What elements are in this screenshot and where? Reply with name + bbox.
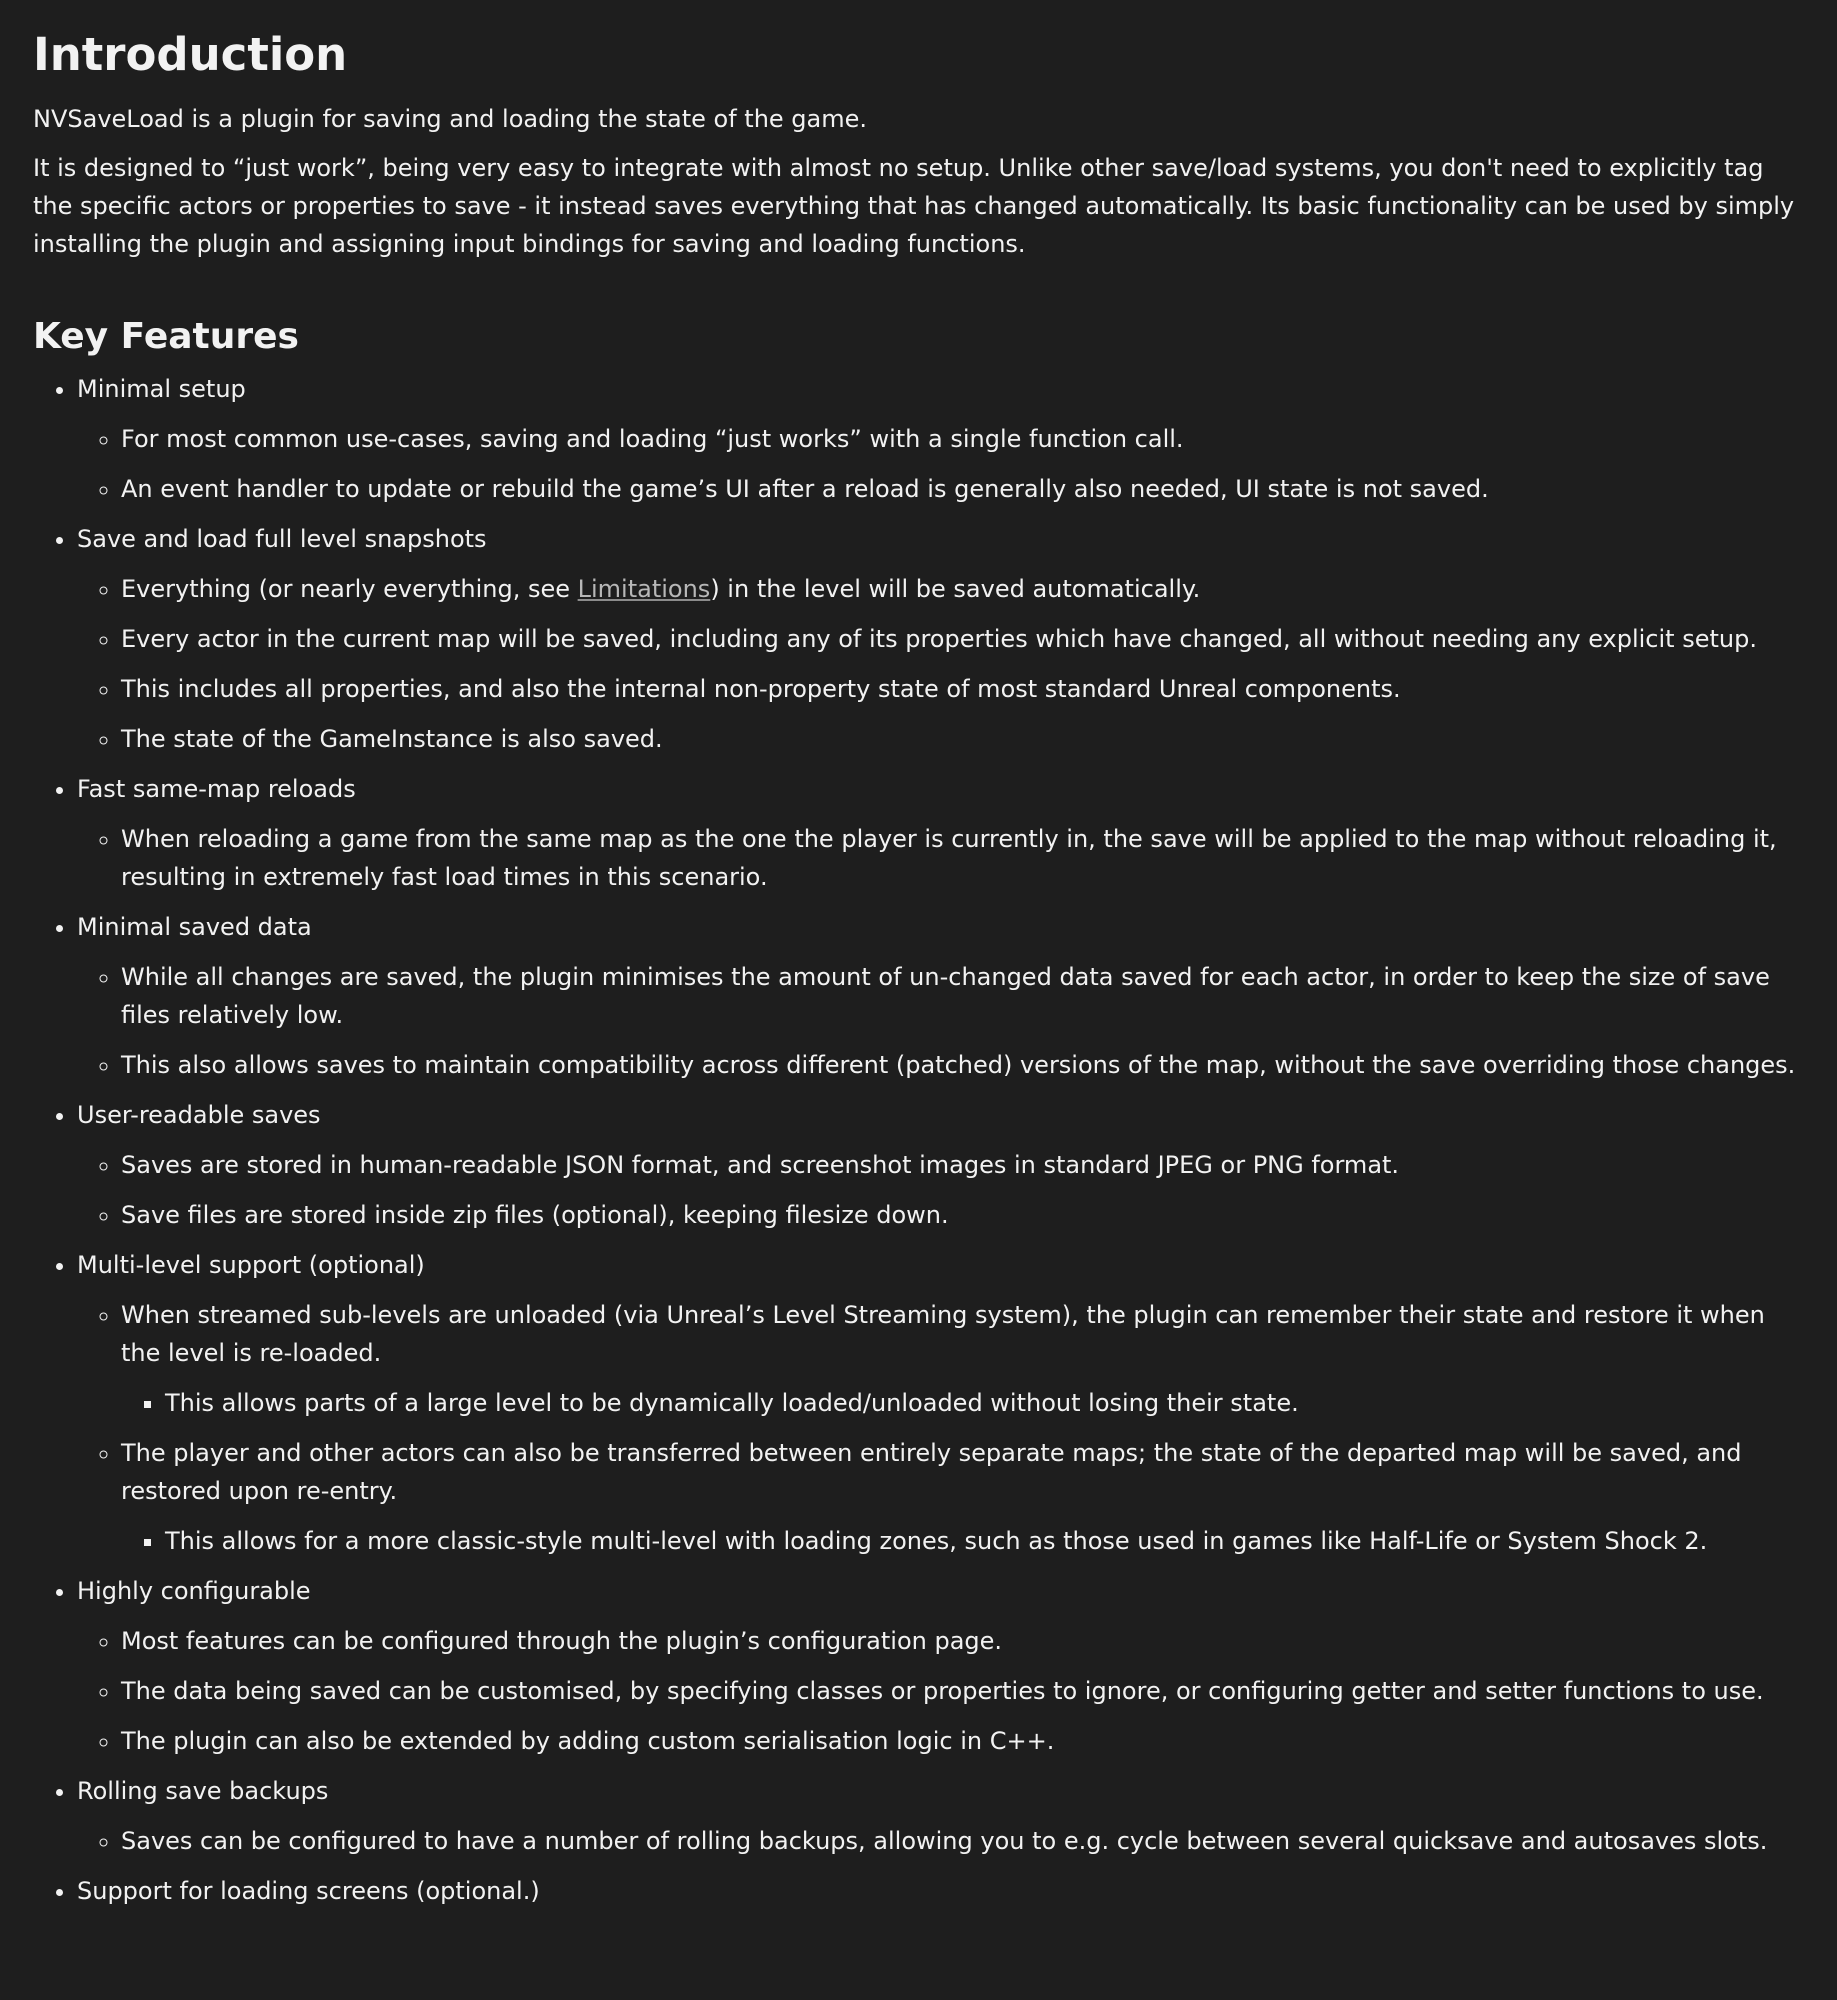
sub-item: ◦ Save files are stored inside zip files (optional), keeping filesize down.: [121, 1196, 1804, 1234]
sub-item-text-after: ) in the level will be saved automatically.: [710, 575, 1201, 604]
feature-label: Highly configurable: [77, 1577, 311, 1606]
sub-list: [77, 420, 1804, 508]
sub-sub-item: ▪ This allows parts of a large level to be dynamically loaded/unloaded without losing their state.: [165, 1384, 1804, 1422]
sub-item: ◦ Saves are stored in human-readable JSON format, and screenshot images in standard JPEG or PNG format.: [121, 1146, 1804, 1184]
sub-list: [77, 820, 1804, 896]
feature-rolling-backups: [77, 1772, 1804, 1860]
feature-minimal-data: [77, 908, 1804, 1084]
features-list: [33, 370, 1804, 1910]
sub-list: [77, 1622, 1804, 1760]
feature-label: Fast same-map reloads: [77, 775, 356, 804]
sub-item: ◦ Every actor in the current map will be saved, including any of its properties which have changed, all without needing any explicit setup.: [121, 620, 1804, 658]
sub-item: ◦ This includes all properties, and also the internal non-property state of most standard Unreal components.: [121, 670, 1804, 708]
feature-multi-level: [77, 1246, 1804, 1560]
sub-item: ◦ The data being saved can be customised, by specifying classes or properties to ignore, or configuring getter and setter functions to use.: [121, 1672, 1804, 1710]
features-heading: Key Features: [33, 316, 299, 357]
sub-item: ◦ This also allows saves to maintain compatibility across different (patched) versions of the map, without the save overriding those changes.: [121, 1046, 1804, 1084]
sub-sub-item: ▪ This allows for a more classic-style multi-level with loading zones, such as those used in games like Half-Life or System Shock 2.: [165, 1522, 1804, 1560]
sub-item: ◦ Saves can be configured to have a number of rolling backups, allowing you to e.g. cycle between several quicksave and autosaves slots.: [121, 1822, 1804, 1860]
sub-item: ◦ Most features can be configured through the plugin’s configuration page.: [121, 1622, 1804, 1660]
sub-list: [77, 570, 1804, 758]
feature-minimal-setup: [77, 370, 1804, 508]
sub-list: [77, 958, 1804, 1084]
sub-item: ◦ An event handler to update or rebuild the game’s UI after a reload is generally also needed, UI state is not saved.: [121, 470, 1804, 508]
feature-label: Support for loading screens (optional.): [77, 1877, 540, 1906]
feature-label: User-readable saves: [77, 1101, 321, 1130]
sub-item: ◦ When reloading a game from the same map as the one the player is currently in, the save will be applied to the map without reloading it, resulting in extremely fast load times in this scenario.: [121, 820, 1804, 896]
sub-sub-list: [121, 1522, 1804, 1560]
feature-loading-screens: [77, 1872, 1804, 1910]
feature-configurable: [77, 1572, 1804, 1760]
sub-item: [121, 570, 1804, 608]
sub-list: [77, 1296, 1804, 1560]
feature-label: Rolling save backups: [77, 1777, 329, 1806]
sub-list: [77, 1146, 1804, 1234]
sub-sub-list: [121, 1384, 1804, 1422]
sub-item-text-before: Everything (or nearly everything, see: [121, 575, 578, 604]
intro-paragraph-2: It is designed to “just work”, being very easy to integrate with almost no setup. Unlike other save/load systems, you don't need to explicitly tag the specific actors or properties to save - it instead saves everything that has changed automatically. Its basic functionality can be used by simply installing the plugin and assigning input bindings for saving and loading functions.: [33, 154, 1795, 258]
feature-label: Multi-level support (optional): [77, 1251, 425, 1280]
intro-heading: Introduction: [33, 28, 348, 81]
sub-item: ◦ For most common use-cases, saving and loading “just works” with a single function call.: [121, 420, 1804, 458]
sub-item-text: The player and other actors can also be transferred between entirely separate maps; the state of the departed map will be saved, and restored upon re-entry.: [121, 1439, 1742, 1506]
sub-item: ◦ While all changes are saved, the plugin minimises the amount of un-changed data saved for each actor, in order to keep the size of save files relatively low.: [121, 958, 1804, 1034]
intro-paragraph-1: NVSaveLoad is a plugin for saving and loading the state of the game.: [33, 105, 868, 133]
feature-label: Save and load full level snapshots: [77, 525, 487, 554]
limitations-link[interactable]: Limitations: [577, 575, 711, 604]
feature-full-snapshots: [77, 520, 1804, 758]
feature-fast-reloads: [77, 770, 1804, 896]
sub-item: [121, 1434, 1804, 1560]
sub-item: [121, 1296, 1804, 1422]
feature-label: Minimal setup: [77, 375, 246, 404]
sub-item: ◦ The state of the GameInstance is also saved.: [121, 720, 1804, 758]
sub-item-text: When streamed sub-levels are unloaded (via Unreal’s Level Streaming system), the plugin can remember their state and restore it when the level is re-loaded.: [121, 1301, 1765, 1368]
feature-label: Minimal saved data: [77, 913, 312, 942]
sub-item: ◦ The plugin can also be extended by adding custom serialisation logic in C++.: [121, 1722, 1804, 1760]
feature-readable-saves: [77, 1096, 1804, 1234]
sub-list: [77, 1822, 1804, 1860]
